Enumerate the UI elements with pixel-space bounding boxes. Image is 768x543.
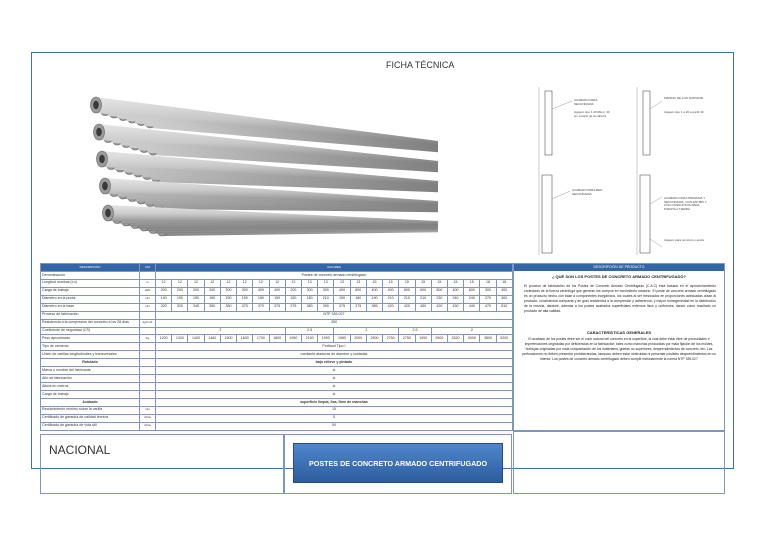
empty-box [513, 431, 725, 494]
row-value: 300 [496, 295, 512, 303]
row-value: 470 [480, 303, 496, 311]
row-value: 600 [464, 287, 480, 295]
row-value: 1800 [269, 335, 285, 343]
pole-hollow [102, 182, 108, 190]
row-value: 2.5 [399, 327, 431, 335]
table-row [41, 351, 513, 359]
row-value: 3000 [464, 335, 480, 343]
pole-hollow [96, 128, 102, 136]
table-row [41, 367, 513, 375]
row-value: 270 [480, 295, 496, 303]
row-value: 200 [156, 287, 172, 295]
pole-hollow [105, 209, 111, 217]
row-value: 12 [237, 279, 253, 287]
row-value: 18 [480, 279, 496, 287]
row-value: 2.5 [285, 327, 334, 335]
row-unit: m [140, 279, 156, 287]
row-value: 400 [447, 287, 463, 295]
row-value: mediante ataduras de alambre y soldadas [156, 351, 513, 359]
row-value: 400 [253, 287, 269, 295]
row-unit [140, 327, 156, 335]
page-title: FICHA TÉCNICA [386, 60, 455, 70]
row-label: Acabado [41, 398, 140, 406]
product-description [513, 263, 725, 431]
row-label: Marca o nombre del fabricante [41, 367, 140, 375]
row-label: Certificado de garantía de vida útil [41, 422, 140, 430]
row-value: 2750 [383, 335, 399, 343]
row-value: 12 [188, 279, 204, 287]
row-value: 1900 [318, 335, 334, 343]
row-value: 420 [383, 303, 399, 311]
row-value: 150 [172, 295, 188, 303]
row-label: Rotulado [41, 359, 140, 367]
row-value: 2150 [301, 335, 317, 343]
origin-label: NACIONAL [49, 443, 111, 457]
table-row [41, 271, 513, 279]
row-value: 330 [172, 303, 188, 311]
row-value: si [156, 367, 513, 375]
row-label: Diámetro en la punta [41, 295, 140, 303]
row-value: 430 [447, 303, 463, 311]
row-value: 210 [415, 295, 431, 303]
row-value: 400 [496, 287, 512, 295]
row-value: 200 [204, 287, 220, 295]
pole-hollow [99, 155, 105, 163]
row-unit [140, 375, 156, 383]
table-row [41, 287, 513, 295]
row-value: 12 [220, 279, 236, 287]
row-value: 12 [253, 279, 269, 287]
row-value: 375 [334, 303, 350, 311]
row-label: Peso aproximado [41, 335, 140, 343]
row-value: 150 [269, 295, 285, 303]
row-value: 1400 [188, 335, 204, 343]
row-value: 180 [301, 295, 317, 303]
drawing-label: ACABADO PARA RED SECUNDARIA [572, 188, 603, 196]
row-value: 2600 [431, 335, 447, 343]
row-value: 420 [431, 303, 447, 311]
row-unit [140, 383, 156, 391]
row-unit: Años [140, 414, 156, 422]
characteristics-title: CARACTERÍSTICAS GENERALES [586, 330, 652, 335]
row-value: 15 [366, 279, 382, 287]
row-value: NTP 339.027 [156, 311, 513, 319]
row-label: Carga de trabajo [41, 287, 140, 295]
row-value: 150 [334, 295, 350, 303]
row-value: 1950 [285, 335, 301, 343]
row-value: 12 [156, 279, 172, 287]
row-unit: mm [140, 406, 156, 414]
row-value: 800 [431, 287, 447, 295]
row-value: 12 [269, 279, 285, 287]
row-value: Postes de concreto armado centrifugado [156, 271, 513, 279]
row-value: 150 [285, 295, 301, 303]
row-value: 180 [350, 295, 366, 303]
row-value: 240 [447, 295, 463, 303]
drawing-label: Agujero tipo 1 20 Ø/ext, 40 cm a partir de la cabeza [574, 110, 610, 118]
poles-photo [78, 83, 444, 258]
row-value: 160 [204, 295, 220, 303]
table-row [41, 359, 513, 367]
row-value: 380 [301, 303, 317, 311]
row-value: 13 [301, 279, 317, 287]
row-value: 180 [253, 295, 269, 303]
row-unit: mm [140, 295, 156, 303]
row-label: Unión de varillas longitudinales y transversales [41, 351, 140, 359]
row-value: 210 [383, 295, 399, 303]
spec-sheet [31, 52, 734, 469]
row-label: Denominación [41, 271, 140, 279]
row-unit: Kg [140, 335, 156, 343]
row-value: 12 [204, 279, 220, 287]
row-value: 140 [156, 295, 172, 303]
drawing-label: ACABADO PARA PRIMARIA Y SECUNDARIA, CON ENTIBO Y CON CONDUCTOS PARA PUESTA A TIERRA [664, 196, 707, 211]
row-value: 300 [237, 287, 253, 295]
description-header: DESCRIPCIÓN DE PRODUCTO [514, 264, 724, 271]
row-value: 400 [269, 287, 285, 295]
row-value: 150 [188, 295, 204, 303]
row-value: 15 [415, 279, 431, 287]
row-value: 1200 [156, 335, 172, 343]
table-row [41, 422, 513, 430]
row-label: Resistencia a la compresión del concreto a los 28 días [41, 319, 140, 327]
table-row [41, 295, 513, 303]
row-value: 200 [172, 287, 188, 295]
row-unit: Años [140, 422, 156, 430]
header-unit: UM [140, 264, 156, 272]
pole-hollow [93, 101, 99, 109]
drawing-label: Agujero tipo 1 a 20 a partir 40 [664, 110, 704, 114]
row-value: 13 [350, 279, 366, 287]
table-row [41, 335, 513, 343]
row-value: 5 [156, 414, 513, 422]
row-label: Carga de trabajo [41, 391, 140, 399]
row-unit [140, 367, 156, 375]
table-row [41, 311, 513, 319]
drawing-label: ACABADO PARA SECUNDARIA [574, 98, 598, 106]
row-value: 2 [431, 327, 512, 335]
row-value: si [156, 375, 513, 383]
row-value: 2 [334, 327, 399, 335]
row-value: 5200 [496, 335, 512, 343]
row-value: 1980 [334, 335, 350, 343]
row-value: 375 [350, 303, 366, 311]
row-label: Diámetro en la base [41, 303, 140, 311]
row-value: 3320 [447, 335, 463, 343]
row-value: si [156, 391, 513, 399]
product-name-button[interactable]: POSTES DE CONCRETO ARMADO CENTRIFUGADO [293, 443, 503, 483]
row-value: 50 [156, 422, 513, 430]
row-value: superficie limpia, lisa, libre de manchas [156, 398, 513, 406]
table-row [41, 406, 513, 414]
row-value: 400 [383, 287, 399, 295]
row-value: 2 [156, 327, 286, 335]
row-value: 1900 [415, 335, 431, 343]
row-value: 350 [204, 303, 220, 311]
row-value: 15 [464, 279, 480, 287]
row-value: 400 [334, 287, 350, 295]
row-label: Coeficiente de seguridad (CS) [41, 327, 140, 335]
row-value: 13 [285, 279, 301, 287]
table-header [41, 264, 513, 272]
row-value: 3800 [480, 335, 496, 343]
row-unit [140, 359, 156, 367]
row-value: Portland Tipo I [156, 343, 513, 351]
table-row [41, 375, 513, 383]
row-value: 2000 [350, 335, 366, 343]
row-unit [140, 351, 156, 359]
row-value: 15 [399, 279, 415, 287]
origin-box [40, 434, 284, 494]
header-description: DESCRIPCIÓN [41, 264, 140, 272]
row-value: 300 [220, 287, 236, 295]
table-row [41, 279, 513, 287]
row-value: 300 [301, 287, 317, 295]
row-value: 390 [318, 303, 334, 311]
row-value: 1700 [253, 335, 269, 343]
drawing-label: Agujero para concreto y ancla [664, 238, 704, 242]
row-value: 150 [237, 295, 253, 303]
row-value: 375 [285, 303, 301, 311]
row-value: 15 [447, 279, 463, 287]
row-value: 1600 [237, 335, 253, 343]
row-value: 510 [496, 303, 512, 311]
table-row [41, 398, 513, 406]
header-values: VALORES [156, 264, 513, 272]
row-value: 200 [285, 287, 301, 295]
row-label: Tipo de cemento [41, 343, 140, 351]
specs-table [40, 263, 512, 431]
table-row [41, 383, 513, 391]
row-value: 450 [415, 303, 431, 311]
row-value: 15 [156, 406, 513, 414]
row-value: 18 [496, 279, 512, 287]
row-value: si [156, 383, 513, 391]
description-question: ¿ QUÉ SON LOS POSTES DE CONCRETO ARMADO CENTRIFUGADO? [551, 274, 686, 279]
row-unit [140, 398, 156, 406]
row-unit [140, 343, 156, 351]
row-unit [140, 271, 156, 279]
row-value: 1300 [172, 335, 188, 343]
table-row [41, 319, 513, 327]
row-value: 240 [464, 295, 480, 303]
table-row [41, 303, 513, 311]
row-unit: mm [140, 303, 156, 311]
row-value: 200 [188, 287, 204, 295]
row-value: 2500 [366, 335, 382, 343]
row-value: 13 [318, 279, 334, 287]
row-value: 375 [269, 303, 285, 311]
row-value: 600 [399, 287, 415, 295]
row-value: 350 [220, 303, 236, 311]
row-value: 1460 [204, 335, 220, 343]
row-value: 210 [399, 295, 415, 303]
row-value: 15 [383, 279, 399, 287]
row-value: 300 [480, 287, 496, 295]
row-value: 385 [366, 303, 382, 311]
row-value: 210 [318, 295, 334, 303]
row-label: Longitud nominal (Ln) [41, 279, 140, 287]
row-label: Año de fabricación [41, 375, 140, 383]
row-value: 15 [431, 279, 447, 287]
row-value: 370 [253, 303, 269, 311]
row-value: 13 [334, 279, 350, 287]
row-unit: daN [140, 287, 156, 295]
row-label: Proceso de fabricación [41, 311, 140, 319]
row-unit [140, 311, 156, 319]
technical-drawing [512, 79, 720, 259]
table-row [41, 391, 513, 399]
row-value: 345 [188, 303, 204, 311]
row-label: Altura en metros [41, 383, 140, 391]
row-value: 320 [156, 303, 172, 311]
table-row [41, 327, 513, 335]
row-value: 420 [399, 303, 415, 311]
row-value: 600 [415, 287, 431, 295]
row-unit: kg/cm2 [140, 319, 156, 327]
row-value: 12 [172, 279, 188, 287]
row-label: Recubrimiento mínimo sobre la varilla [41, 406, 140, 414]
product-box [284, 434, 512, 494]
pole-diagram [512, 79, 720, 259]
row-value: 350 [156, 319, 513, 327]
table-row [41, 343, 513, 351]
row-value: 1500 [220, 335, 236, 343]
row-value: bajo relieve y pintado [156, 359, 513, 367]
table-row [41, 414, 513, 422]
row-value: 440 [464, 303, 480, 311]
characteristics-text: El acabado de los postes debe ser el color natural del concreto en la superficie, la cual debe estar libre de porosidades e imperfecciones originadas por deficiencias en la fabricación; tales como manchas producidas por mala fijación de los moldes, burbujas originadas por mala compactación de los materiales, grietas no superiores, desprendimientos de concreto, etc. Las perforaciones no deben presentar protuberancias, tampoco deben estar obstruidas ni presentar posibles desprendimientos en su interior. Los postes de concreto armado centrifugado deben cumplir estrictamente la norma NTP 339.027 [522, 337, 716, 361]
row-unit [140, 391, 156, 399]
description-text: El proceso de fabricación de los Postes de Concreto Armado Centrifugado (C.A.C) está basado en el aprovechamiento controlado de la fuerza centrífuga que generan los cuerpos en movimiento rotatorio. El poste de concreto armado centrifugado es un producto hecho con base a componentes inorgánicos, los cuales al ser mezclados en proporciones adecuadas dotan al producto, consistencia compacta y de gran resistencia a la compresión y adherencia, y mayor homogeneidad en la distribución de la mezcla, dándole, además a los postes acabados superficiales externos lisos y uniformes, dando como resultado un producto de alta calidad. [524, 284, 716, 313]
row-value: 190 [366, 295, 382, 303]
row-value: 300 [318, 287, 334, 295]
drawing-label: MANDIO DE LOS SOPORTE [664, 96, 704, 100]
row-value: 600 [350, 287, 366, 295]
row-value: 400 [366, 287, 382, 295]
row-value: 2750 [399, 335, 415, 343]
row-value: 375 [237, 303, 253, 311]
row-label: Certificado de garantía de calidad técnica [41, 414, 140, 422]
row-value: 230 [431, 295, 447, 303]
row-value: 150 [220, 295, 236, 303]
